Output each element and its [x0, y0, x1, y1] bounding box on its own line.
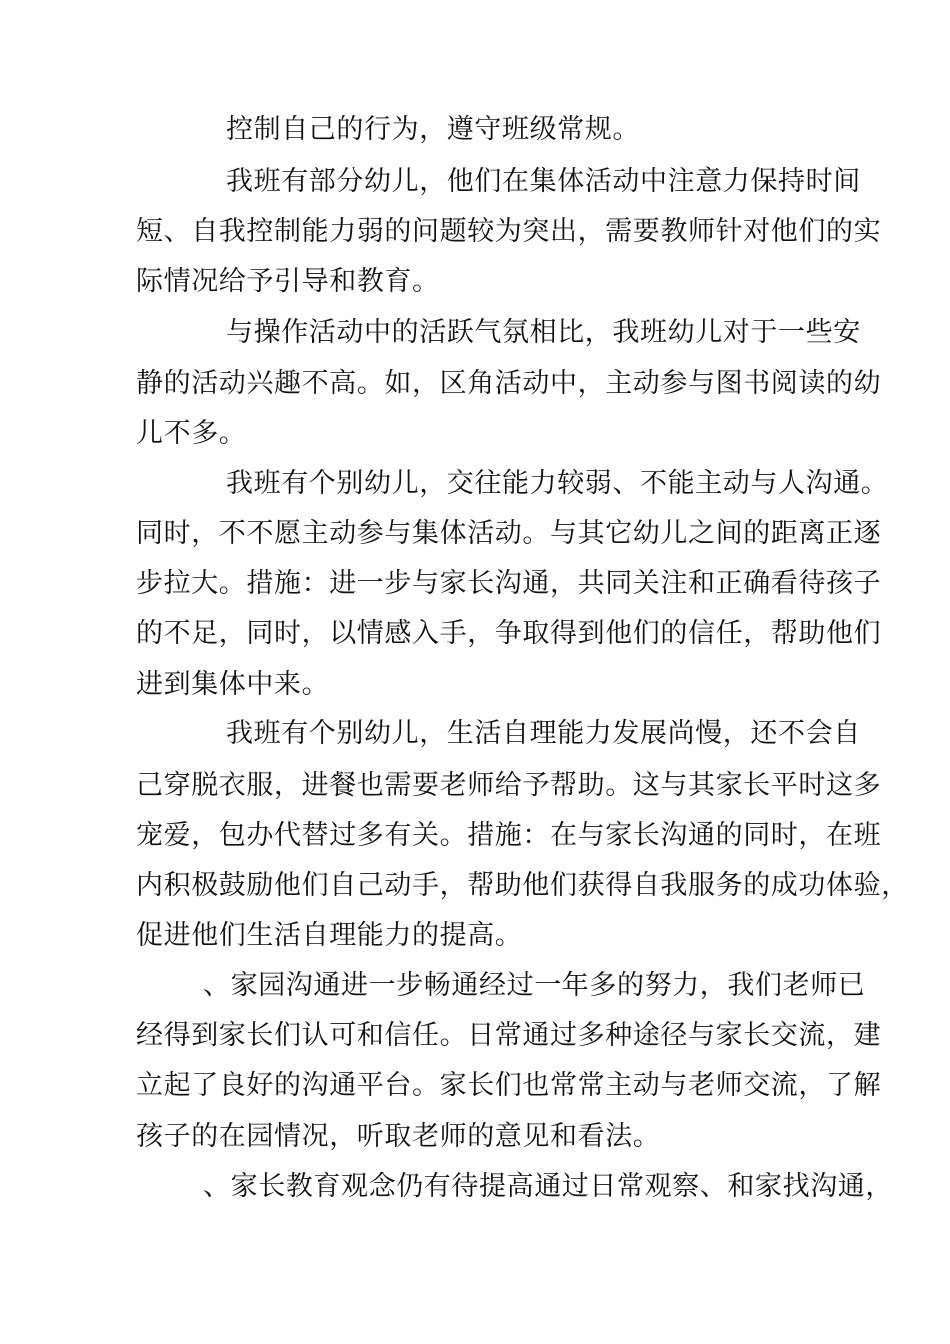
- text-line: 控制自己的行为，遵守班级常规。: [226, 114, 640, 145]
- text-line: 短、自我控制能力弱的问题较为突出，需要教师针对他们的实: [136, 216, 882, 247]
- text-line: 我班有个别幼儿，交往能力较弱、不能主动与人沟通。: [226, 468, 889, 499]
- text-line: 立起了良好的沟通平台。家长们也常常主动与老师交流，了解: [136, 1070, 882, 1101]
- text-line: 促进他们生活自理能力的提高。: [136, 920, 523, 951]
- text-line: 静的活动兴趣不高。如，区角活动中，主动参与图书阅读的幼: [136, 368, 882, 399]
- text-line: 经得到家长们认可和信任。日常通过多种途径与家长交流，建: [136, 1020, 882, 1051]
- text-line: 己穿脱衣服，进餐也需要老师给予帮助。这与其家长平时这多: [136, 770, 882, 801]
- text-line: 孩子的在园情况，听取老师的意见和看法。: [136, 1121, 661, 1152]
- text-line: 步拉大。措施：进一步与家长沟通，共同关注和正确看待孩子: [136, 568, 882, 599]
- text-line: 我班有个别幼儿，生活自理能力发展尚慢，还不会自: [226, 718, 861, 749]
- text-line: 内积极鼓励他们自己动手，帮助他们获得自我服务的成功体验，: [136, 870, 909, 901]
- text-line: 我班有部分幼儿，他们在集体活动中注意力保持时间: [226, 166, 861, 197]
- text-line: 的不足，同时，以情感入手，争取得到他们的信任，帮助他们: [136, 618, 882, 649]
- text-line: 、家园沟通进一步畅通经过一年多的努力，我们老师已: [203, 970, 866, 1001]
- text-line: 进到集体中来。: [136, 669, 330, 700]
- text-line: 儿不多。: [136, 418, 247, 449]
- text-line: 、家长教育观念仍有待提高通过日常观察、和家找沟通，: [203, 1171, 893, 1202]
- text-line: 宠爱，包办代替过多有关。措施：在与家长沟通的同时，在班: [136, 820, 882, 851]
- text-line: 与操作活动中的活跃气氛相比，我班幼儿对于一些安: [226, 317, 861, 348]
- text-line: 际情况给予引导和教育。: [136, 266, 440, 297]
- text-line: 同时，不不愿主动参与集体活动。与其它幼儿之间的距离正逐: [136, 518, 882, 549]
